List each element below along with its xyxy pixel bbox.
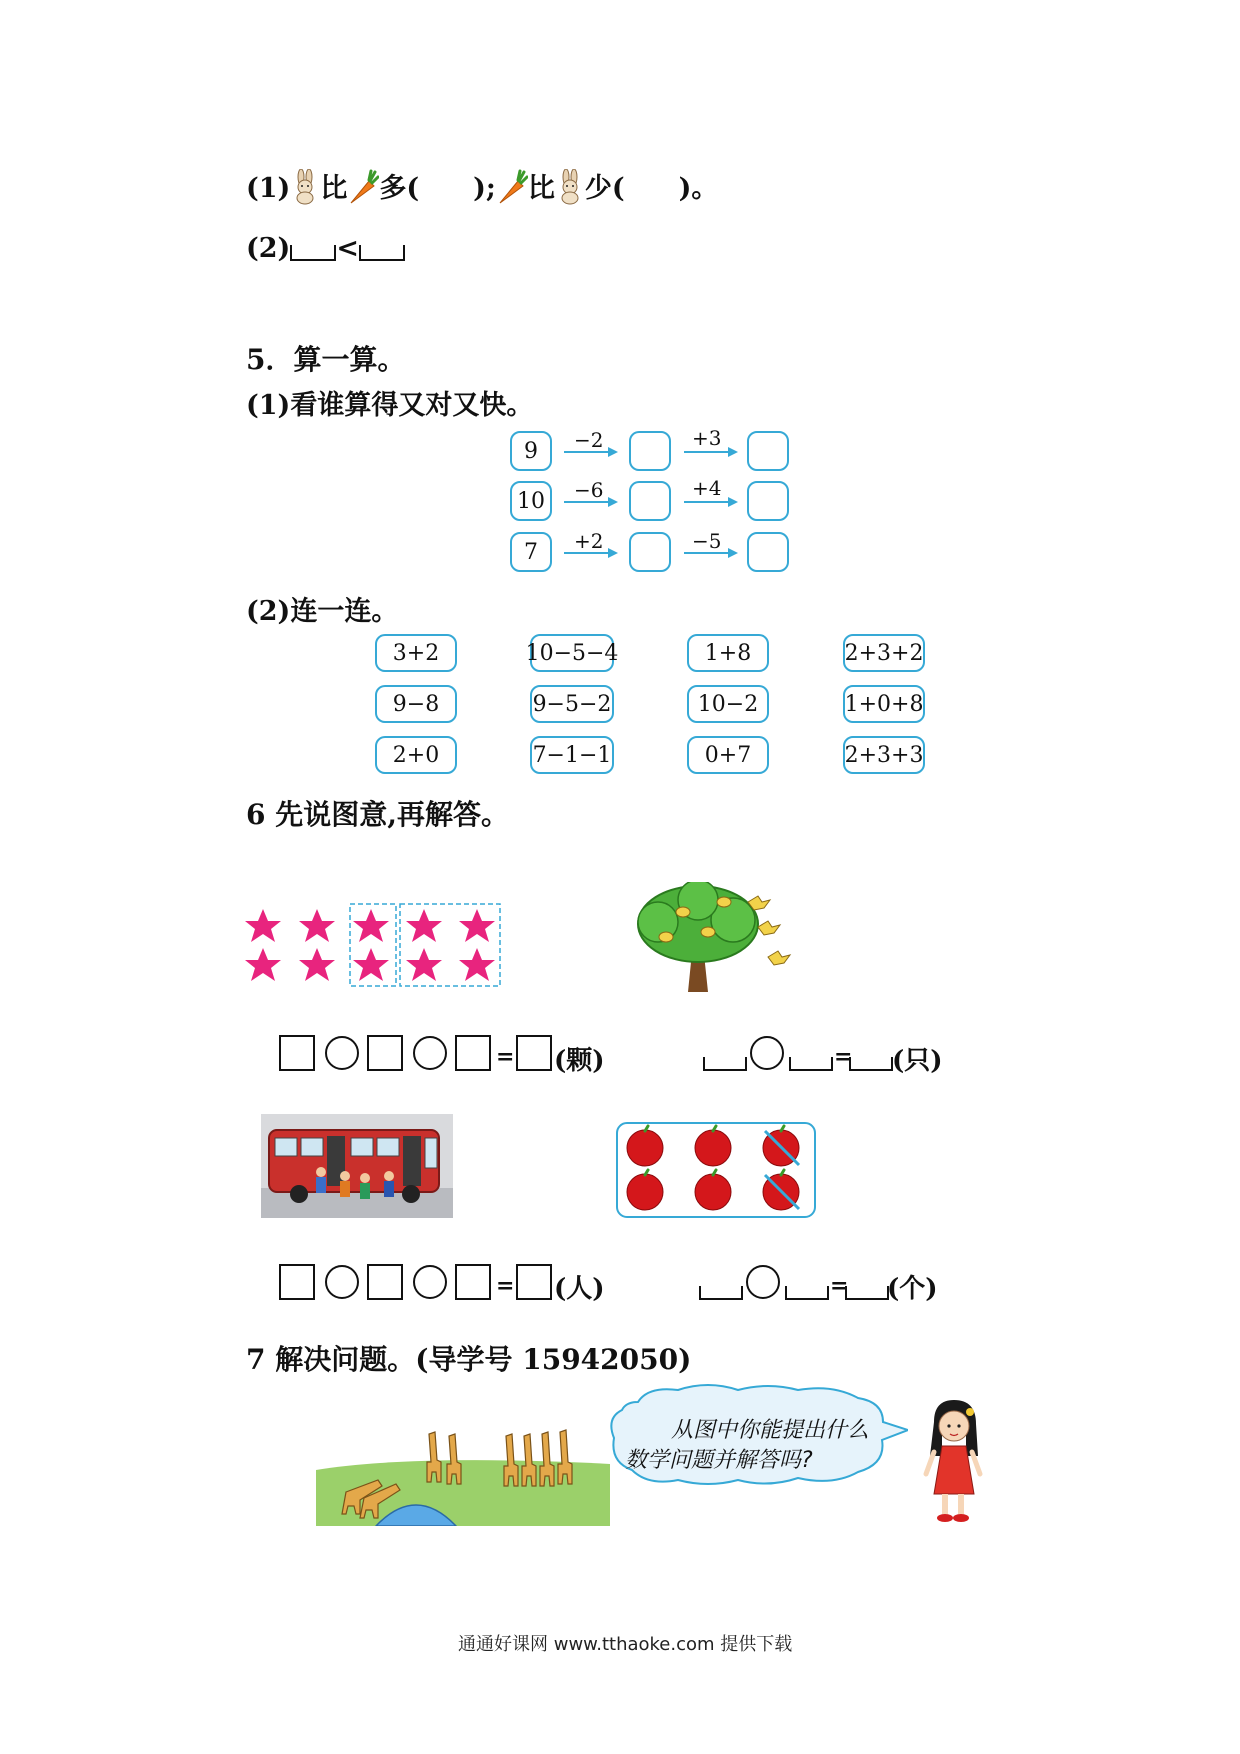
equals-sign: = [834, 1044, 853, 1070]
less-than-sign: < [336, 233, 359, 264]
operator-circle[interactable] [325, 1265, 359, 1299]
operator-circle[interactable] [750, 1036, 784, 1070]
answer-square[interactable] [279, 1035, 315, 1071]
match-card[interactable]: 2+3+2 [843, 634, 925, 672]
answer-square[interactable] [367, 1264, 403, 1300]
arrow-right-icon [682, 444, 740, 460]
unit-label-apples: (个) [887, 1274, 938, 1304]
chain-op-label: −2 [574, 428, 604, 452]
bubble-line-1: 从图中你能提出什么 [671, 1418, 870, 1443]
answer-box[interactable] [629, 431, 671, 471]
q4-p1-close1: ); [473, 173, 496, 204]
match-card[interactable]: 1+8 [687, 634, 769, 672]
answer-box[interactable] [629, 532, 671, 572]
equals-sign: = [830, 1273, 849, 1299]
unit-label-birds: (只) [892, 1046, 943, 1076]
match-card[interactable]: 3+2 [375, 634, 457, 672]
q5-part2-title: (2)连一连。 [246, 596, 399, 627]
operator-circle[interactable] [325, 1036, 359, 1070]
equals-sign: = [496, 1044, 515, 1070]
rabbit-icon [290, 169, 320, 205]
unit-label-stars: (颗) [554, 1046, 605, 1076]
answer-blank[interactable] [785, 1286, 829, 1300]
q4-p1-number: (1) [246, 173, 291, 204]
match-card[interactable]: 2+3+3 [843, 736, 925, 774]
match-card[interactable]: 10−5−4 [530, 634, 614, 672]
giraffes-picture [316, 1414, 610, 1526]
match-card[interactable]: 10−2 [687, 685, 769, 723]
answer-square[interactable] [279, 1264, 315, 1300]
answer-blank[interactable] [359, 245, 405, 261]
q4-p1-shao: 少( [584, 173, 625, 204]
q4-p1-bi2: 比 [527, 173, 555, 204]
operator-circle[interactable] [413, 1265, 447, 1299]
bus-picture [261, 1114, 453, 1218]
chain-op-label: +4 [692, 476, 722, 500]
answer-blank[interactable] [699, 1286, 743, 1300]
arrow-right-icon [682, 494, 740, 510]
match-card[interactable]: 1+0+8 [843, 685, 925, 723]
stars-picture [244, 900, 504, 990]
match-card[interactable]: 9−8 [375, 685, 457, 723]
answer-square[interactable] [455, 1264, 491, 1300]
answer-blank[interactable] [789, 1057, 833, 1071]
footer-source: 通通好课网 www.tthaoke.com 提供下载 [458, 1634, 793, 1655]
q5-part1-title: (1)看谁算得又对又快。 [246, 390, 534, 421]
answer-blank[interactable] [845, 1286, 889, 1300]
q4-p1-duo: 多( [379, 173, 420, 204]
chain-op-label: −6 [574, 478, 604, 502]
answer-box[interactable] [747, 481, 789, 521]
tree-with-birds-picture [628, 882, 798, 994]
q4-part2 [246, 233, 405, 264]
operator-circle[interactable] [413, 1036, 447, 1070]
equals-sign: = [496, 1273, 515, 1299]
arrow-right-icon [562, 444, 620, 460]
q5-heading: 5．算一算。 [246, 343, 406, 376]
answer-square[interactable] [516, 1035, 552, 1071]
answer-box[interactable] [629, 481, 671, 521]
answer-square[interactable] [455, 1035, 491, 1071]
operator-circle[interactable] [746, 1265, 780, 1299]
chain-start-box: 10 [510, 481, 552, 521]
q4-p1-close2: )。 [678, 173, 719, 204]
match-card[interactable]: 7−1−1 [530, 736, 614, 774]
chain-op-label: −5 [692, 529, 722, 553]
bubble-line-2: 数学问题并解答吗? [625, 1448, 813, 1473]
q4-p2-number: (2) [246, 233, 291, 264]
answer-blank[interactable] [849, 1057, 893, 1071]
answer-square[interactable] [516, 1264, 552, 1300]
answer-blank[interactable] [703, 1057, 747, 1071]
chain-op-label: +2 [574, 529, 604, 553]
girl-picture [920, 1398, 986, 1528]
match-card[interactable]: 2+0 [375, 736, 457, 774]
q4-part1 [246, 166, 718, 205]
q4-p1-bi: 比 [320, 173, 348, 204]
arrow-right-icon [682, 545, 740, 561]
q7-heading: 7 解决问题。(导学号 15942050) [246, 1343, 692, 1376]
answer-box[interactable] [747, 431, 789, 471]
arrow-right-icon [562, 494, 620, 510]
apples-picture [615, 1121, 817, 1219]
carrot-icon [347, 169, 379, 205]
match-card[interactable]: 9−5−2 [530, 685, 614, 723]
chain-start-box: 7 [510, 532, 552, 572]
answer-box[interactable] [747, 532, 789, 572]
carrot-icon [496, 169, 528, 205]
match-card[interactable]: 0+7 [687, 736, 769, 774]
arrow-right-icon [562, 545, 620, 561]
rabbit-icon [555, 169, 585, 205]
unit-label-people: (人) [554, 1274, 605, 1304]
q6-heading: 6 先说图意,再解答。 [246, 798, 509, 831]
answer-blank[interactable] [290, 245, 336, 261]
chain-op-label: +3 [692, 426, 722, 450]
chain-start-box: 9 [510, 431, 552, 471]
answer-square[interactable] [367, 1035, 403, 1071]
